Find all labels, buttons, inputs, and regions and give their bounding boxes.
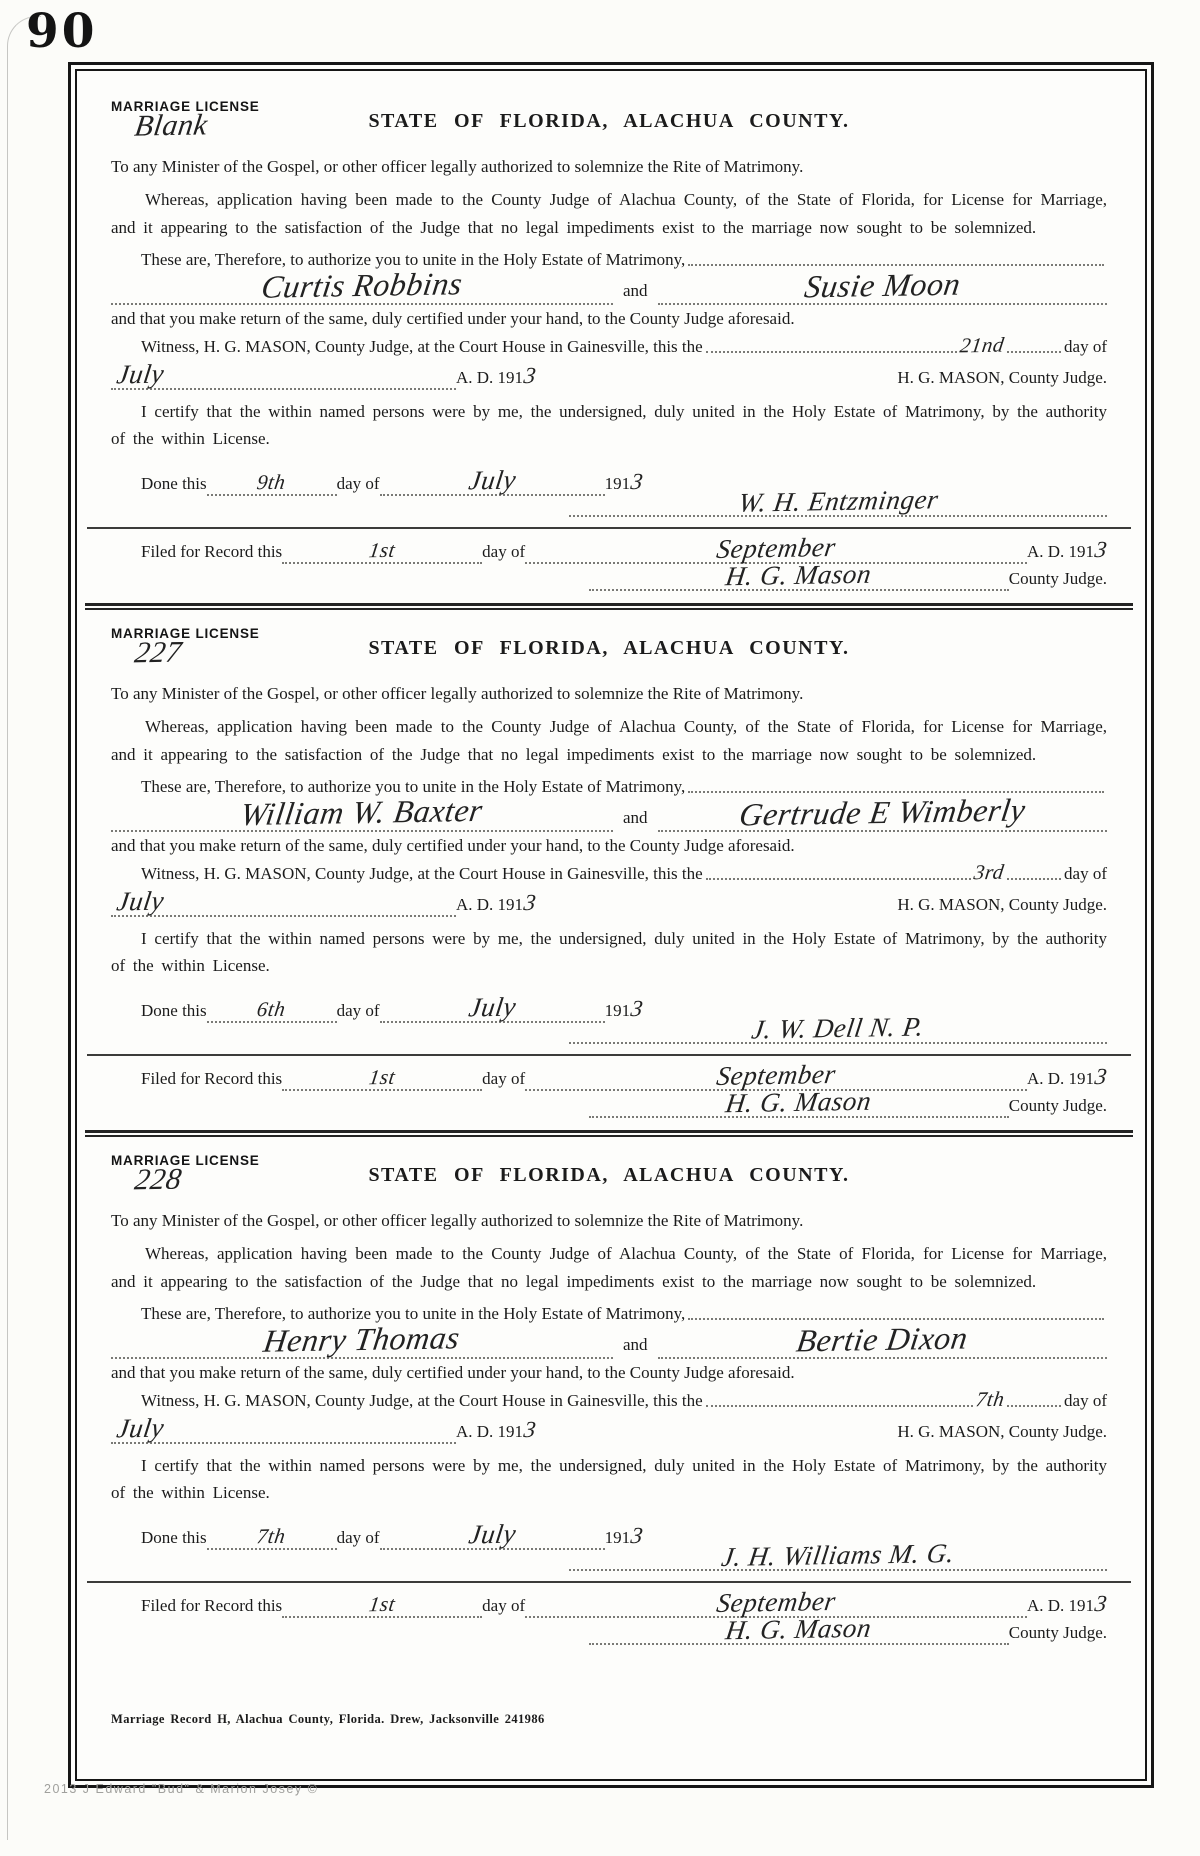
done-day-handwritten: 6th: [255, 996, 288, 1022]
dotted-fill: [706, 878, 971, 880]
done-day-handwritten: 9th: [255, 469, 288, 495]
witness-clause: Witness, H. G. MASON, County Judge, at the Court House in Gainesville, this the: [141, 1391, 703, 1410]
filed-month-handwritten: September: [714, 1585, 838, 1619]
license-number-handwritten: Blank: [132, 108, 210, 143]
certify-paragraph: I certify that the within named persons were by me, the undersigned, duly united in the Holy Estate of Matrimony, by the authority of the within License.: [111, 1456, 1107, 1502]
filed-month-handwritten: September: [714, 531, 838, 565]
done-this-label: Done this: [141, 1528, 207, 1547]
day-of-label: day of: [1064, 864, 1107, 883]
license-title: STATE OF FLORIDA, ALACHUA COUNTY.: [368, 1164, 850, 1186]
license-number-handwritten: 228: [132, 1162, 184, 1197]
ad-year-label: A. D. 191: [1026, 542, 1094, 561]
year-label: 191: [604, 474, 631, 493]
day-of-label: day of: [336, 1001, 380, 1020]
dotted-fill: [688, 264, 1104, 266]
whereas-paragraph: Whereas, application having been made to the County Judge of Alachua County, of the State of Florida, for License for Marriage, and it appearing to the satisfaction of the Judge that no legal impediments exist to the marriage now sought to be solemnized.: [111, 1244, 1107, 1291]
day-of-label: day of: [482, 542, 526, 561]
license-label: MARRIAGE LICENSE: [111, 1153, 260, 1168]
groom-name-handwritten: Henry Thomas: [261, 1319, 463, 1359]
ad-year-label: A. D. 191: [456, 1422, 524, 1441]
filed-day-handwritten: 1st: [367, 1591, 398, 1617]
witness-month-handwritten: July: [114, 1412, 167, 1444]
license-number-handwritten: 227: [132, 635, 184, 670]
done-month-handwritten: July: [466, 464, 518, 496]
ad-year-label: A. D. 191: [456, 895, 524, 914]
record-footer: Marriage Record H, Alachua County, Florida. Drew, Jacksonville 241986: [111, 1712, 545, 1726]
bride-name-handwritten: Susie Moon: [802, 265, 963, 305]
ad-year-label: A. D. 191: [1026, 1069, 1094, 1088]
filed-month-handwritten: September: [714, 1058, 838, 1092]
license-header: [111, 99, 1107, 155]
addressee-line: To any Minister of the Gospel, or other officer legally authorized to solemnize the Rite of Matrimony.: [111, 684, 804, 703]
dotted-fill: [1007, 351, 1061, 353]
witness-month-handwritten: July: [114, 358, 167, 390]
return-clause: and that you make return of the same, duly certified under your hand, to the County Judge aforesaid.: [111, 836, 795, 855]
witness-clause: Witness, H. G. MASON, County Judge, at the Court House in Gainesville, this the: [141, 864, 703, 883]
officiant-signature: J. H. Williams M. G.: [719, 1537, 957, 1573]
groom-name-handwritten: William W. Baxter: [238, 791, 486, 833]
license-section-2: [111, 626, 1107, 1118]
dotted-fill: [1007, 1405, 1061, 1407]
judge-signature: H. G. Mason: [724, 558, 874, 592]
filed-label: Filed for Record this: [141, 542, 283, 561]
dotted-fill: [706, 351, 957, 353]
witness-day-handwritten: 7th: [974, 1386, 1006, 1412]
and-label: and: [622, 808, 648, 827]
filed-label: Filed for Record this: [141, 1596, 283, 1615]
license-header: [111, 1153, 1107, 1209]
done-day-handwritten: 7th: [255, 1523, 288, 1549]
license-label: MARRIAGE LICENSE: [111, 626, 260, 641]
page-number: 90: [26, 4, 98, 59]
authorize-line: These are, Therefore, to authorize you to unite in the Holy Estate of Matrimony,: [141, 777, 686, 796]
done-year-digit-handwritten: 3: [629, 995, 645, 1022]
return-clause: and that you make return of the same, duly certified under your hand, to the County Judge aforesaid.: [111, 1363, 795, 1382]
filed-label: Filed for Record this: [141, 1069, 283, 1088]
county-judge-label: County Judge.: [1008, 569, 1107, 588]
day-of-label: day of: [482, 1069, 526, 1088]
license-section-3: [111, 1153, 1107, 1645]
groom-name-handwritten: Curtis Robbins: [259, 265, 465, 305]
judge-printed-name: H. G. MASON, County Judge.: [897, 1422, 1107, 1441]
and-label: and: [622, 1335, 648, 1354]
judge-printed-name: H. G. MASON, County Judge.: [897, 895, 1107, 914]
addressee-line: To any Minister of the Gospel, or other officer legally authorized to solemnize the Rite of Matrimony.: [111, 157, 804, 176]
done-this-label: Done this: [141, 1001, 207, 1020]
dotted-fill: [706, 1405, 973, 1407]
license-label: MARRIAGE LICENSE: [111, 99, 260, 114]
ad-year-label: A. D. 191: [1026, 1596, 1094, 1615]
done-month-handwritten: July: [466, 991, 518, 1023]
officiant-signature: W. H. Entzminger: [736, 484, 941, 518]
record-frame: [68, 62, 1154, 1788]
judge-printed-name: H. G. MASON, County Judge.: [897, 368, 1107, 387]
day-of-label: day of: [482, 1596, 526, 1615]
witness-month-handwritten: July: [114, 885, 167, 917]
whereas-paragraph: Whereas, application having been made to the County Judge of Alachua County, of the State of Florida, for License for Marriage, and it appearing to the satisfaction of the Judge that no legal impediments exist to the marriage now sought to be solemnized.: [111, 717, 1107, 764]
county-judge-label: County Judge.: [1008, 1623, 1107, 1642]
dotted-fill: [1007, 878, 1061, 880]
officiant-signature: J. W. Dell N. P.: [750, 1011, 927, 1045]
license-header: [111, 626, 1107, 682]
witness-year-digit-handwritten: 3: [522, 362, 538, 389]
year-label: 191: [604, 1528, 631, 1547]
section-rule: [87, 527, 1131, 529]
day-of-label: day of: [1064, 337, 1107, 356]
authorize-line: These are, Therefore, to authorize you to unite in the Holy Estate of Matrimony,: [141, 250, 686, 269]
day-of-label: day of: [336, 1528, 380, 1547]
witness-day-handwritten: 3rd: [972, 859, 1006, 885]
done-this-label: Done this: [141, 474, 207, 493]
witness-year-digit-handwritten: 3: [522, 889, 538, 916]
judge-signature: H. G. Mason: [724, 1612, 874, 1646]
witness-year-digit-handwritten: 3: [522, 1416, 538, 1443]
done-year-digit-handwritten: 3: [629, 1522, 645, 1549]
license-title: STATE OF FLORIDA, ALACHUA COUNTY.: [368, 637, 850, 659]
section-rule: [87, 1054, 1131, 1056]
day-of-label: day of: [1064, 1391, 1107, 1410]
filed-year-digit-handwritten: 3: [1093, 1063, 1109, 1090]
certify-paragraph: I certify that the within named persons were by me, the undersigned, duly united in the Holy Estate of Matrimony, by the authority of the within License.: [111, 402, 1107, 448]
license-separator: [85, 603, 1133, 610]
county-judge-label: County Judge.: [1008, 1096, 1107, 1115]
done-month-handwritten: July: [466, 1518, 518, 1550]
license-separator: [85, 1130, 1133, 1137]
year-label: 191: [604, 1001, 631, 1020]
authorize-line: These are, Therefore, to authorize you to unite in the Holy Estate of Matrimony,: [141, 1304, 686, 1323]
day-of-label: day of: [336, 474, 380, 493]
filed-year-digit-handwritten: 3: [1093, 536, 1109, 563]
done-year-digit-handwritten: 3: [629, 468, 645, 495]
witness-day-handwritten: 21nd: [958, 332, 1006, 358]
dotted-fill: [688, 1318, 1104, 1320]
license-section-1: [111, 99, 1107, 591]
license-title: STATE OF FLORIDA, ALACHUA COUNTY.: [368, 110, 850, 132]
scanned-page-edge: [7, 16, 41, 1840]
and-label: and: [622, 281, 648, 300]
addressee-line: To any Minister of the Gospel, or other officer legally authorized to solemnize the Rite of Matrimony.: [111, 1211, 804, 1230]
section-rule: [87, 1581, 1131, 1583]
judge-signature: H. G. Mason: [724, 1085, 874, 1119]
bride-name-handwritten: Bertie Dixon: [794, 1319, 971, 1359]
bride-name-handwritten: Gertrude E Wimberly: [736, 791, 1028, 833]
filed-year-digit-handwritten: 3: [1093, 1590, 1109, 1617]
dotted-fill: [688, 791, 1104, 793]
return-clause: and that you make return of the same, duly certified under your hand, to the County Judge aforesaid.: [111, 309, 795, 328]
copyright-watermark: 2013 J Edward "Bud" & Marion Josey ©: [44, 1782, 319, 1796]
whereas-paragraph: Whereas, application having been made to the County Judge of Alachua County, of the State of Florida, for License for Marriage, and it appearing to the satisfaction of the Judge that no legal impediments exist to the marriage now sought to be solemnized.: [111, 190, 1107, 237]
filed-day-handwritten: 1st: [367, 1064, 398, 1090]
filed-day-handwritten: 1st: [367, 537, 398, 563]
witness-clause: Witness, H. G. MASON, County Judge, at the Court House in Gainesville, this the: [141, 337, 703, 356]
ad-year-label: A. D. 191: [456, 368, 524, 387]
certify-paragraph: I certify that the within named persons were by me, the undersigned, duly united in the Holy Estate of Matrimony, by the authority of the within License.: [111, 929, 1107, 975]
record-frame-inner: [75, 69, 1147, 1781]
